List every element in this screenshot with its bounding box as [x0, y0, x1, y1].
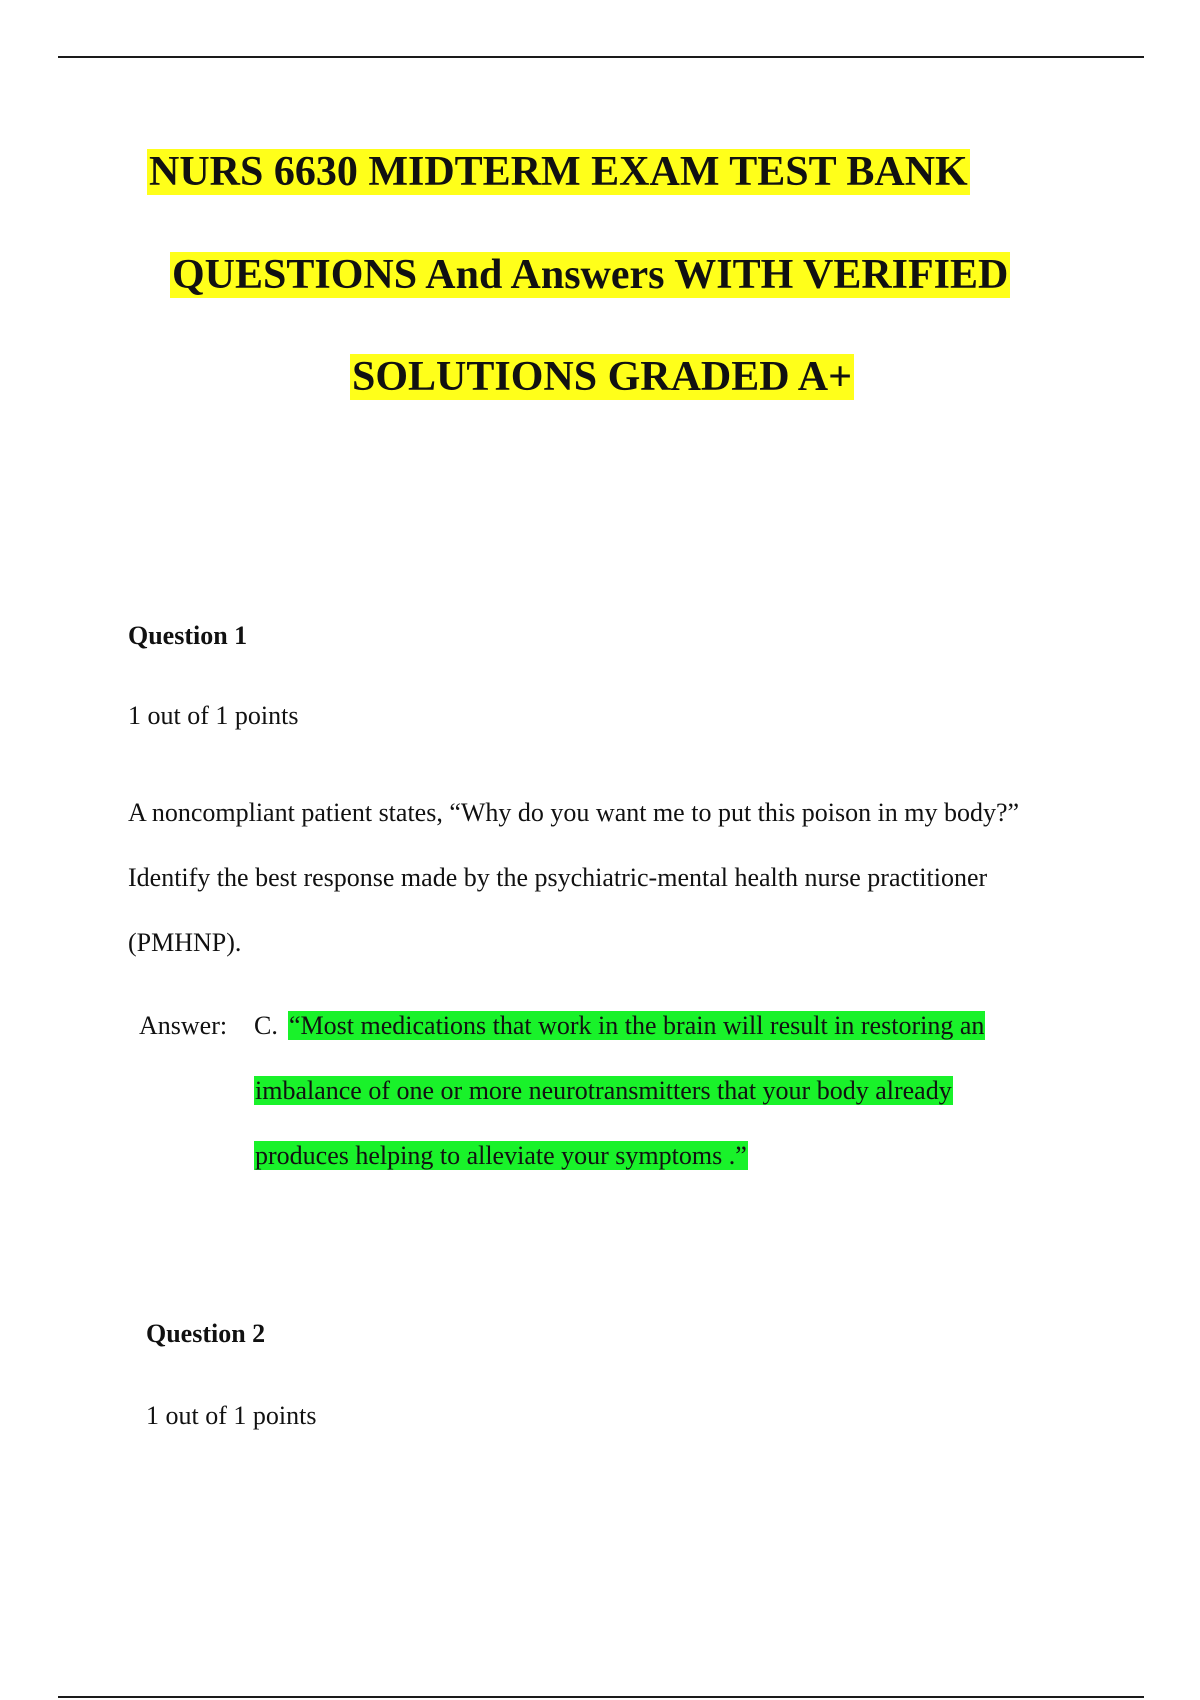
answer-letter: C.	[254, 1011, 278, 1040]
document-title-line-3	[0, 351, 1200, 403]
answer-line-1	[288, 1010, 985, 1042]
answer-highlight: “Most medications that work in the brain will result in restoring an	[289, 1011, 985, 1040]
answer-line-2	[254, 1075, 953, 1107]
question-2-points: 1 out of 1 points	[146, 1401, 317, 1430]
document-title-line-1	[0, 146, 1200, 198]
question-2-heading: Question 2	[146, 1319, 266, 1348]
question-1-heading: Question 1	[128, 621, 248, 650]
question-1-text: A noncompliant patient states, “Why do you want me to put this poison in my body?” Identify the best response made by the psychiatric-mental health nurse practitioner (PMHNP).	[128, 798, 1020, 957]
title-highlight: NURS 6630 MIDTERM EXAM TEST BANK	[149, 149, 968, 195]
title-highlight: QUESTIONS And Answers WITH VERIFIED	[172, 252, 1009, 298]
answer-label: Answer:	[139, 1011, 228, 1040]
title-highlight: SOLUTIONS GRADED A+	[352, 354, 853, 400]
answer-highlight: imbalance of one or more neurotransmitters that your body already	[255, 1076, 952, 1105]
answer-highlight: produces helping to alleviate your symptoms .”	[255, 1141, 747, 1170]
top-rule	[58, 56, 1144, 58]
answer-line-3	[254, 1140, 748, 1172]
question-1-points: 1 out of 1 points	[128, 701, 299, 730]
document-title-line-2	[0, 249, 1200, 301]
bottom-rule	[58, 1696, 1144, 1698]
